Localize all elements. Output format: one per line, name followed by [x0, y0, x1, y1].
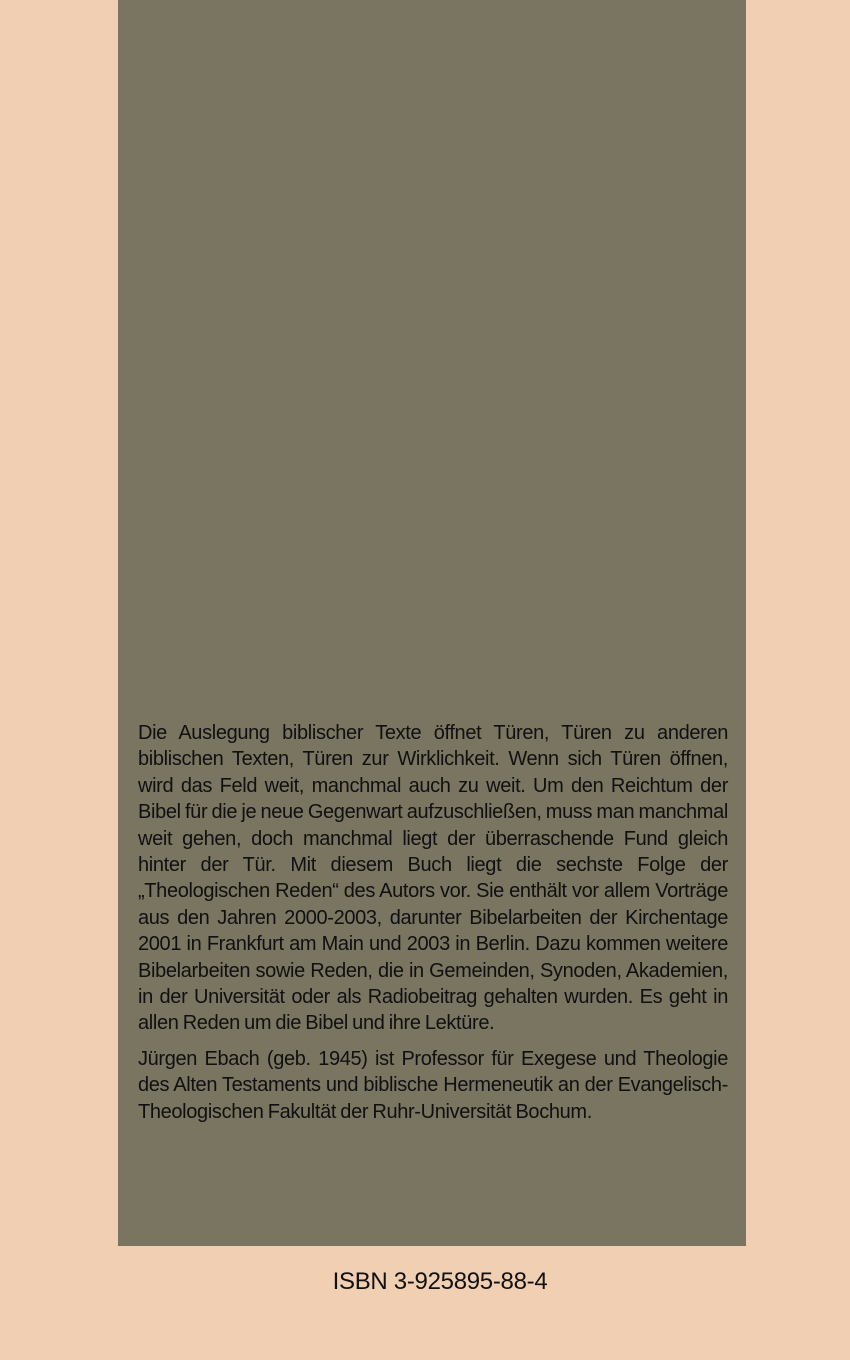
isbn-number: ISBN 3-925895-88-4	[332, 1268, 548, 1295]
blurb-paragraph-author: Jürgen Ebach (geb. 1945) ist Professor für Exegese und Theologie des Alten Testaments und biblische Hermeneutik an der Evangelisch-Theologischen Fakultät der Ruhr-Universität Bochum.	[138, 1047, 728, 1123]
blurb-paragraph-book: Die Auslegung biblischer Texte öffnet Türen, Türen zu anderen biblischen Texten, Türen zur Wirklichkeit. Wenn sich Türen öffnen, wird das Feld weit, manchmal auch zu weit. Um den Reichtum der Bibel für die je neue Gegenwart aufzuschließen, muss man manchmal weit gehen, doch manchmal liegt der überraschende Fund gleich hinter der Tür. Mit diesem Buch liegt die sechste Folge der „Theologischen Reden“ des Autors vor. Sie enthält vor allem Vorträge aus den Jahren 2000-2003, darunter Bibelarbeiten der Kirchentage 2001 in Frankfurt am Main und 2003 in Berlin. Dazu kommen weitere Bibelarbeiten sowie Reden, die in Gemeinden, Synoden, Akademien, in der Universität oder als Radiobeitrag gehalten wurden. Es geht in allen Reden um die Bibel und ihre Lektüre.	[138, 722, 728, 1035]
back-cover-blurb	[138, 720, 728, 1125]
